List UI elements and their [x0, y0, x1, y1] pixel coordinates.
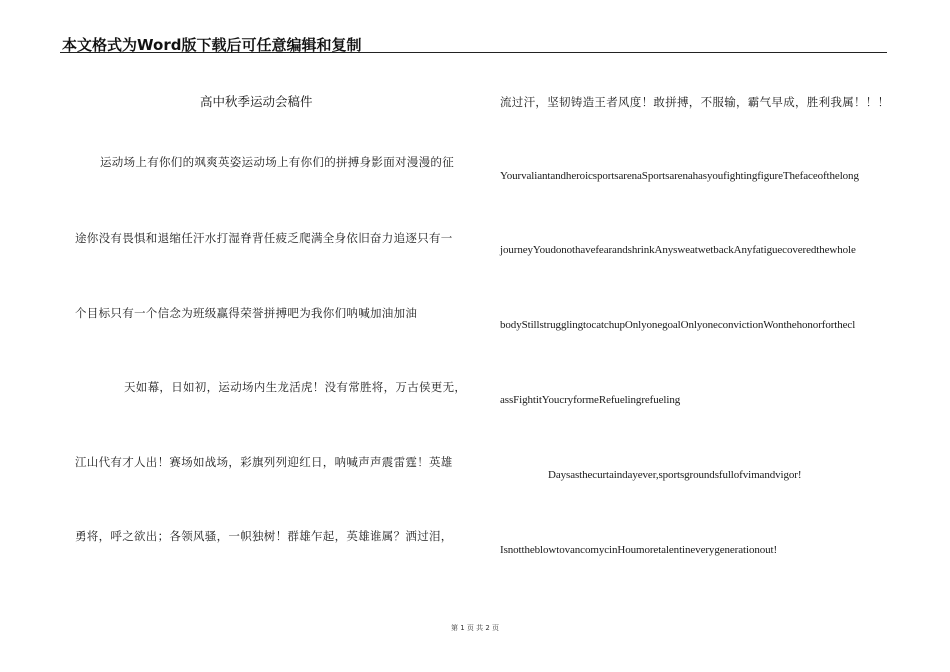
left-paragraph-line: 天如幕，日如初，运动场内生龙活虎！没有常胜将，万古侯更无，: [124, 380, 467, 394]
left-paragraph-line: 途你没有畏惧和退缩任汗水打湿脊背任疲乏爬满全身依旧奋力追逐只有一: [75, 231, 453, 245]
document-header-title: 本文格式为Word版下载后可任意编辑和复制: [62, 36, 362, 54]
right-paragraph-line: Daysasthecurtaindayever,sportsgroundsfullofvimandvigor!: [548, 469, 802, 481]
right-paragraph-line: 流过汗，坚韧铸造王者风度！敢拼搏，不服输，霸气早成，胜利我属！！！: [500, 95, 890, 109]
left-paragraph-line: 江山代有才人出！赛场如战场，彩旗列列迎红日，呐喊声声震雷霆！英雄: [75, 455, 453, 469]
right-paragraph-line: IsnottheblowtovancomycinHoumoretalentineverygenerationout!: [500, 544, 778, 556]
header-divider: [60, 52, 887, 53]
right-paragraph-line: YourvaliantandheroicsportsarenaSportsarenahasyoufightingfigureThefaceofthelong: [500, 170, 859, 182]
right-paragraph-line: bodyStillstrugglingtocatchupOnlyonegoalOnlyoneconvictionWonthehonorforthecl: [500, 319, 856, 331]
page-number-footer: 第 1 页 共 2 页: [450, 624, 500, 632]
document-title: 高中秋季运动会稿件: [200, 94, 313, 109]
right-paragraph-line: assFightitYoucryformeRefuelingrefueling: [500, 394, 681, 406]
left-paragraph-line: 个目标只有一个信念为班级赢得荣誉拼搏吧为我你们呐喊加油加油: [75, 306, 418, 320]
left-paragraph-line: 勇将，呼之欲出；各领风骚，一帜独树！群雄乍起，英雄谁属？洒过泪，: [75, 529, 453, 543]
right-paragraph-line: journeyYoudonothavefearandshrinkAnysweatwetbackAnyfatiguecoveredthewhole: [500, 244, 856, 256]
left-paragraph-line: 运动场上有你们的飒爽英姿运动场上有你们的拼搏身影面对漫漫的征: [100, 155, 454, 169]
